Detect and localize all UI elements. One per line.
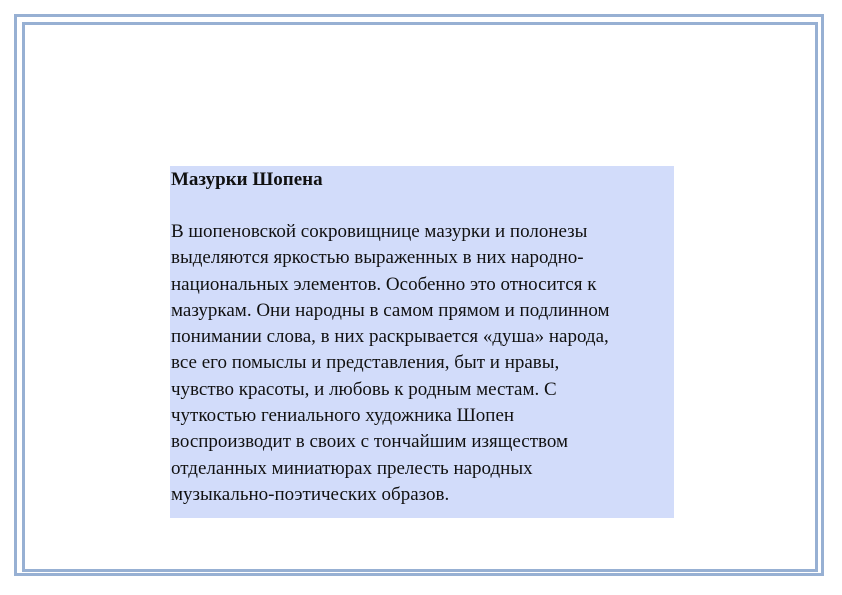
body-line: мазуркам. Они народны в самом прямом и подлинном [171,299,610,321]
paragraph-spacer [171,193,674,219]
body-line: все его помыслы и представления, быт и нравы, [171,352,560,374]
slide-title: Мазурки Шопена [171,169,323,190]
body-line: воспроизводит в своих с тончайшим изяществом [171,431,569,453]
text-box [170,166,674,518]
body-text [171,219,674,508]
body-line: чувство красоты, и любовь к родным местам. С [171,378,557,400]
body-line: отделанных миниатюрах прелесть народных [171,457,533,479]
body-line: выделяются яркостью выраженных в них народно- [171,247,584,269]
body-line: В шопеновской сокровищнице мазурки и полонезы [171,221,588,242]
body-line: понимании слова, в них раскрывается «душа» народа, [171,326,609,348]
body-line: чуткостью гениального художника Шопен [171,405,515,427]
body-line: национальных элементов. Особенно это относится к [171,273,597,295]
body-line: музыкально-поэтических образов. [171,483,450,505]
